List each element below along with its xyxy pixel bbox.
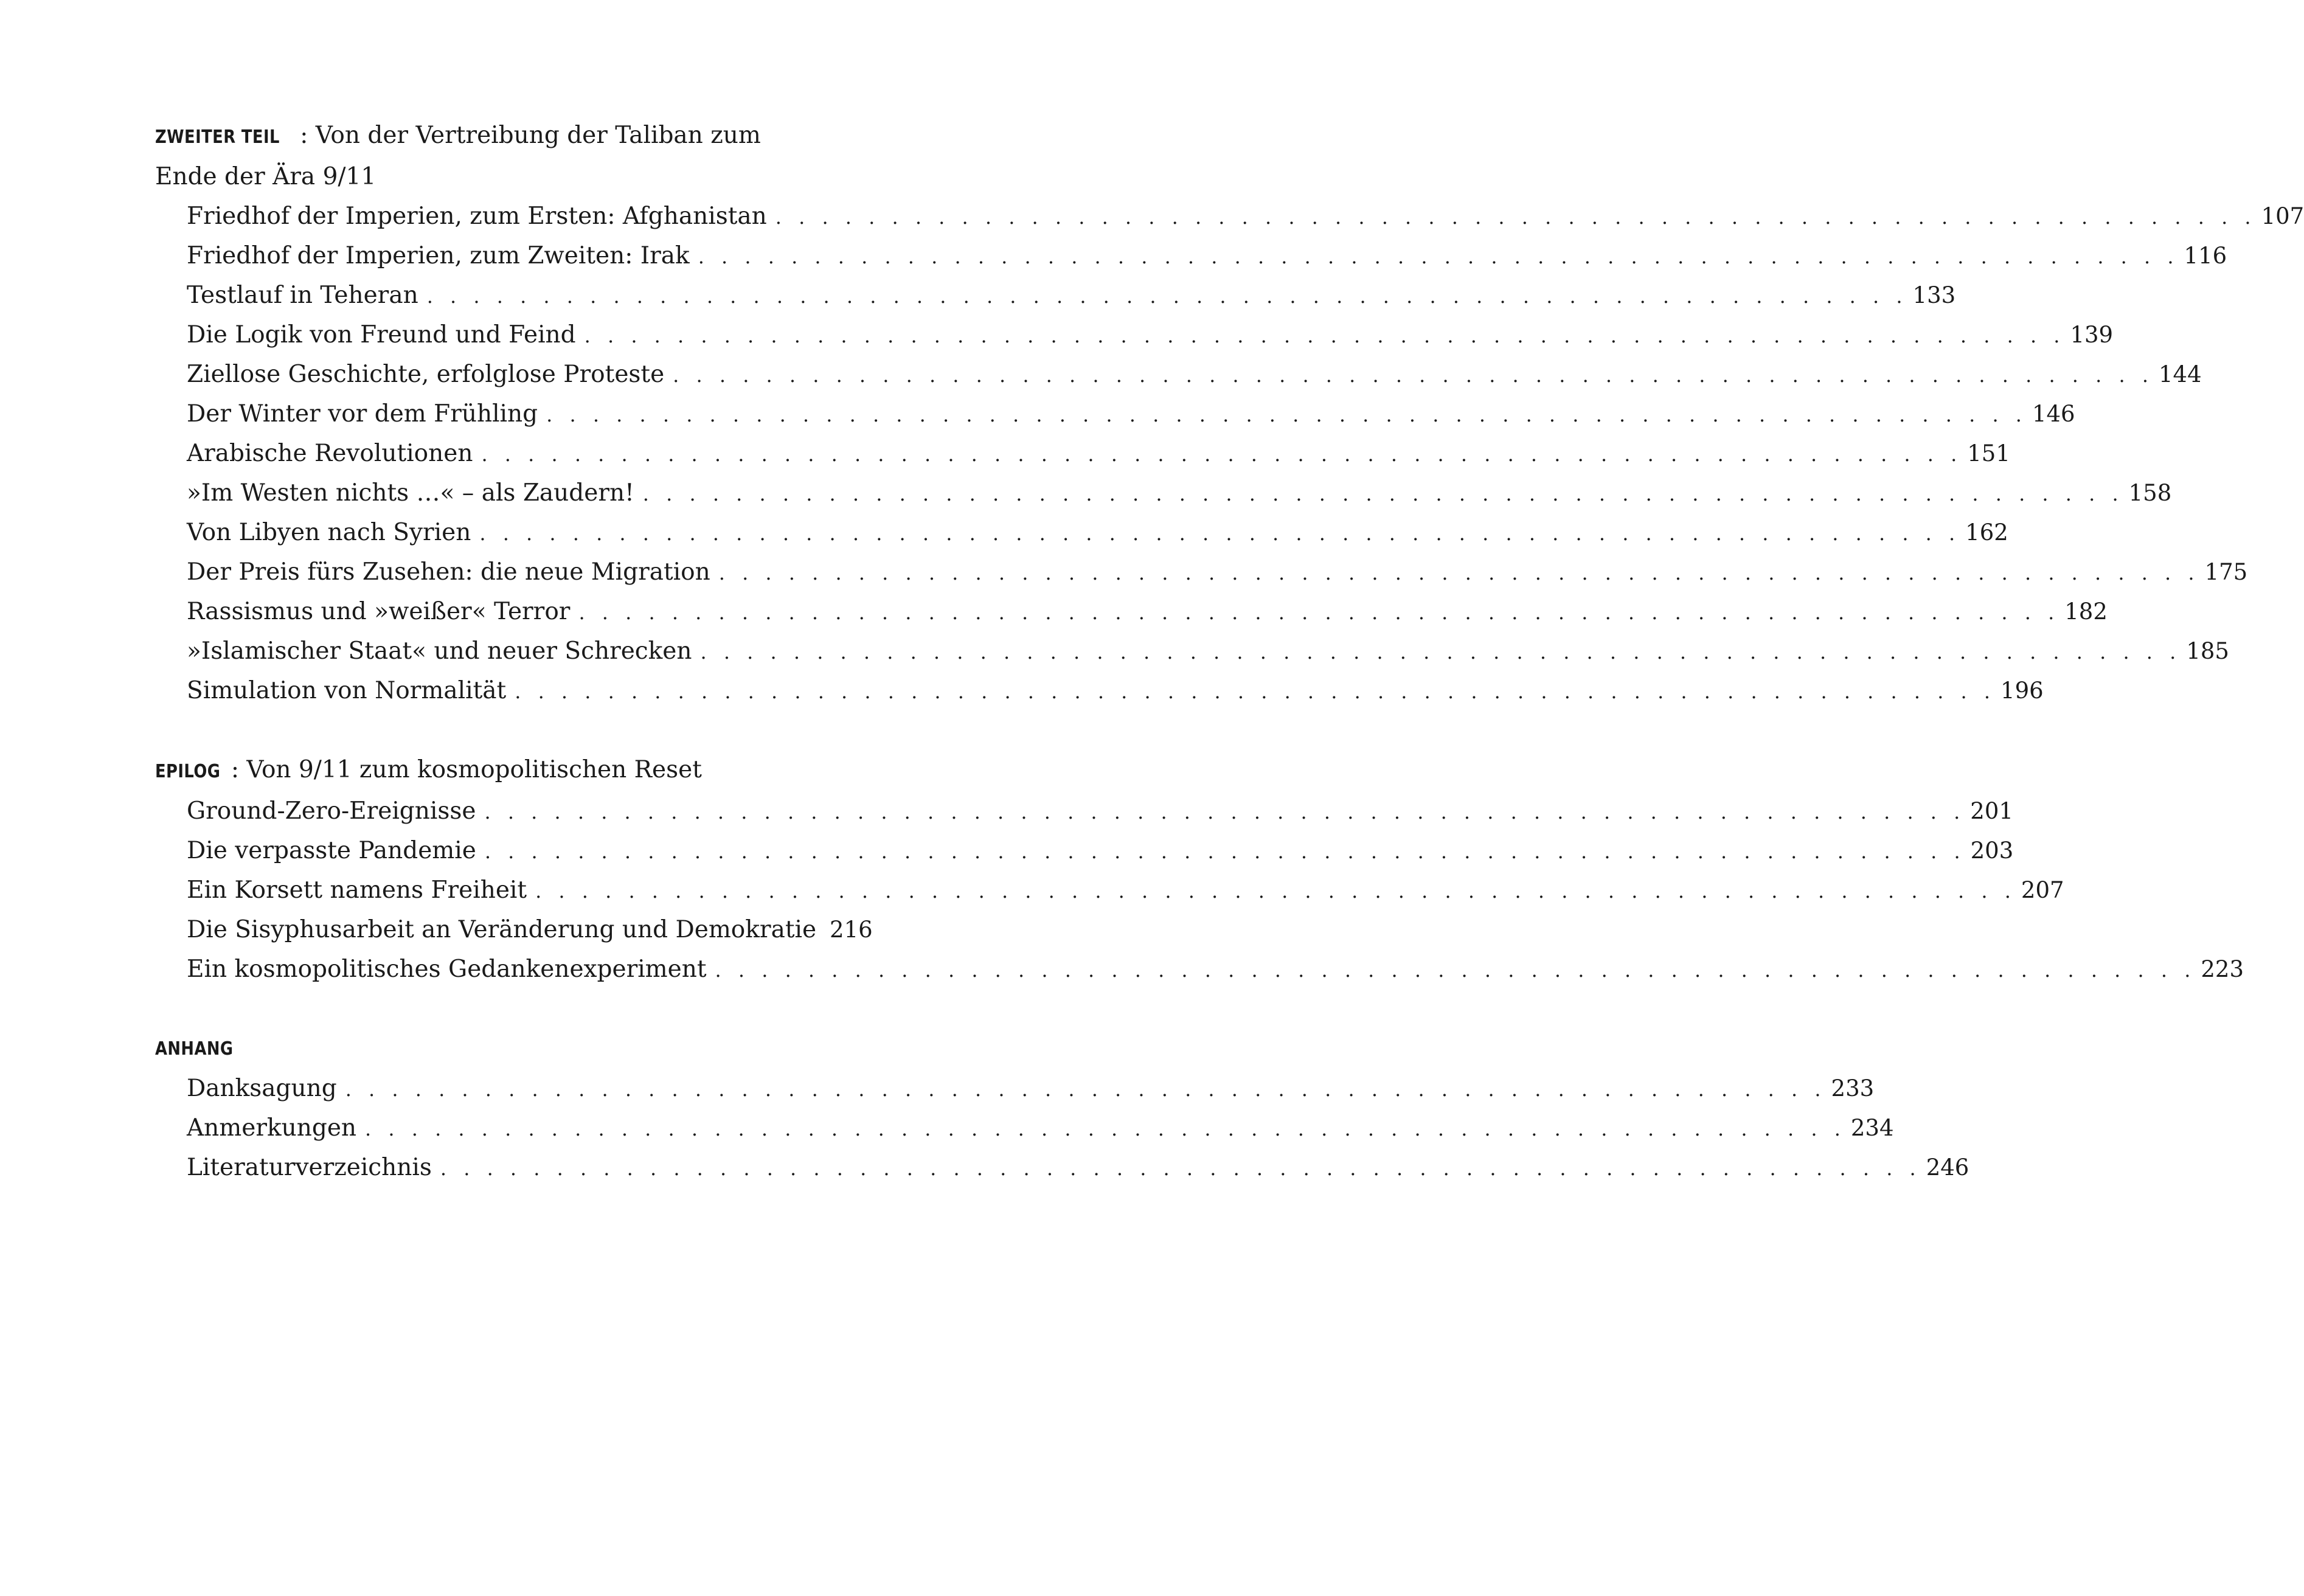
entry-page-number: 216 xyxy=(830,917,873,943)
entry-page-number: 133 xyxy=(1912,282,1956,308)
entry-title: Ground-Zero-Ereignisse xyxy=(187,797,476,825)
toc-entry[interactable] xyxy=(187,949,2244,989)
toc-entry[interactable] xyxy=(187,355,2202,394)
entry-page-number: 201 xyxy=(1970,798,2013,824)
entry-page-number: 196 xyxy=(2000,678,2044,704)
entry-title: »Im Westen nichts …« – als Zaudern! xyxy=(187,479,634,507)
dot-leader: . . . . . . . . . . . . . . . . . . . . . . . . . . . . . . . . . . . . . . . . . . . . . . . . . . . . . . . . . . . . . . . . xyxy=(484,800,1966,824)
entry-page-number: 107 xyxy=(2261,203,2304,229)
toc-entry[interactable] xyxy=(187,1069,1875,1108)
entry-page-number: 223 xyxy=(2201,956,2244,982)
entry-title: Die verpasste Pandemie xyxy=(187,837,476,864)
entry-title: Rassismus und »weißer« Terror xyxy=(187,598,571,625)
toc-section-epilog xyxy=(155,750,2244,989)
dot-leader: . . . . . . . . . . . . . . . . . . . . . . . . . . . . . . . . . . . . . . . . . . . . . . . . . . . . . . . . . . . . . . . . xyxy=(700,640,2182,664)
toc-entry[interactable] xyxy=(187,791,2013,831)
dot-leader: . . . . . . . . . . . . . . . . . . . . . . . . . . . . . . . . . . . . . . . . . . . . . . . . . . . . . . . . . . . . . . . . xyxy=(578,601,2060,624)
toc-entry-list xyxy=(155,1069,1969,1187)
toc-entry[interactable] xyxy=(187,473,2172,513)
toc-entry[interactable] xyxy=(187,434,2010,473)
entry-page-number: 175 xyxy=(2204,559,2248,585)
toc-entry[interactable] xyxy=(187,552,2248,592)
entry-title: Arabische Revolutionen xyxy=(187,440,473,467)
section-title: : Von der Vertreibung der Taliban zum xyxy=(300,122,761,149)
entry-page-number: 182 xyxy=(2064,598,2108,625)
toc-entry[interactable] xyxy=(187,315,2114,355)
entry-title: Der Preis fürs Zusehen: die neue Migration xyxy=(187,558,710,586)
dot-leader: . . . . . . . . . . . . . . . . . . . . . . . . . . . . . . . . . . . . . . . . . . . . . . . . . . . . . . . . . . . . . . . . xyxy=(481,443,1963,466)
entry-title: Literaturverzeichnis xyxy=(187,1154,432,1181)
entry-page-number: 185 xyxy=(2186,638,2229,664)
toc-entry[interactable] xyxy=(187,1148,1969,1187)
dot-leader: . . . . . . . . . . . . . . . . . . . . . . . . . . . . . . . . . . . . . . . . . . . . . . . . . . . . . . . . . . . . . . . . xyxy=(718,561,2200,585)
dot-leader: . . . . . . . . . . . . . . . . . . . . . . . . . . . . . . . . . . . . . . . . . . . . . . . . . . . . . . . . . . . . . . . . xyxy=(515,680,1996,703)
toc-entry[interactable] xyxy=(187,671,2044,710)
entry-page-number: 146 xyxy=(2032,401,2075,427)
entry-title: Ein Korsett namens Freiheit xyxy=(187,876,527,904)
entry-title: Ein kosmopolitisches Gedankenexperiment xyxy=(187,956,707,983)
entry-page-number: 144 xyxy=(2159,361,2202,387)
toc-section-part2 xyxy=(155,116,2304,710)
dot-leader: . . . . . . . . . . . . . . . . . . . . . . . . . . . . . . . . . . . . . . . . . . . . . . . . . . . . . . . . . . . . . . . . xyxy=(365,1117,1846,1140)
toc-entry-list xyxy=(155,196,2304,710)
toc-entry[interactable] xyxy=(187,631,2229,671)
entry-title: »Islamischer Staat« und neuer Schrecken xyxy=(187,637,692,665)
entry-page-number: 151 xyxy=(1967,440,2010,467)
dot-leader: . . . . . . . . . . . . . . . . . . . . . . . . . . . . . . . . . . . . . . . . . . . . . . . . . . . . . . . . . . . . . . . . xyxy=(584,324,2066,347)
entry-title: Ziellose Geschichte, erfolglose Proteste xyxy=(187,361,665,388)
entry-page-number: 233 xyxy=(1831,1075,1875,1102)
entry-title: Die Logik von Freund und Feind xyxy=(187,321,576,349)
dot-leader: . . . . . . . . . . . . . . . . . . . . . . . . . . . . . . . . . . . . . . . . . . . . . . . . . . . . . . . . . . . . . . . . xyxy=(546,403,2027,426)
section-heading-line2: Ende der Ära 9/11 xyxy=(155,163,376,190)
dot-leader: . . . . . . . . . . . . . . . . . . . . . . . . . . . . . . . . . . . . . . . . . . . . . . . . . . . . . . . . . . . . . . . . xyxy=(775,206,2257,229)
dot-leader: . . . . . . . . . . . . . . . . . . . . . . . . . . . . . . . . . . . . . . . . . . . . . . . . . . . . . . . . . . . . . . . . xyxy=(479,522,1961,545)
toc-entry[interactable] xyxy=(187,394,2075,434)
entry-title: Von Libyen nach Syrien xyxy=(187,519,471,546)
toc-section-anhang xyxy=(155,1027,1969,1187)
dot-leader: . . . . . . . . . . . . . . . . . . . . . . . . . . . . . . . . . . . . . . . . . . . . . . . . . . . . . . . . . . . . . . . . xyxy=(484,840,1966,863)
entry-page-number: 234 xyxy=(1850,1115,1894,1141)
toc-entry[interactable] xyxy=(187,276,1956,315)
entry-page-number: 139 xyxy=(2070,322,2114,348)
toc-entry[interactable] xyxy=(187,236,2227,276)
dot-leader: . . . . . . . . . . . . . . . . . . . . . . . . . . . . . . . . . . . . . . . . . . . . . . . . . . . . . . . . . . . . . . . . xyxy=(345,1078,1827,1101)
entry-page-number: 207 xyxy=(2021,877,2064,903)
toc-entry[interactable] xyxy=(187,870,2064,910)
entry-page-number: 162 xyxy=(1965,519,2008,546)
toc-entry[interactable] xyxy=(187,910,873,949)
section-heading xyxy=(155,116,855,157)
entry-title: Friedhof der Imperien, zum Zweiten: Irak xyxy=(187,242,690,269)
dot-leader: . . . . . . . . . . . . . . . . . . . . . . . . . . . . . . . . . . . . . . . . . . . . . . . . . . . . . . . . . . . . . . . . xyxy=(642,482,2124,505)
toc-entry[interactable] xyxy=(187,592,2108,631)
toc-entry[interactable] xyxy=(187,1108,1894,1148)
entry-title: Der Winter vor dem Frühling xyxy=(187,400,538,428)
entry-page-number: 203 xyxy=(1970,838,2014,864)
entry-title: Anmerkungen xyxy=(187,1114,357,1142)
toc-entry[interactable] xyxy=(187,831,2014,870)
entry-title: Testlauf in Teheran xyxy=(187,282,418,309)
entry-title: Simulation von Normalität xyxy=(187,677,507,704)
toc-entry-list xyxy=(155,791,2244,989)
entry-title: Danksagung xyxy=(187,1075,337,1102)
toc-entry[interactable] xyxy=(187,196,2304,236)
toc-entry[interactable] xyxy=(187,513,2008,552)
dot-leader: . . . . . . . . . . . . . . . . . . . . . . . . . . . . . . . . . . . . . . . . . . . . . . . . . . . . . . . . . . . . . . . . xyxy=(535,880,2016,903)
dot-leader: . . . . . . . . . . . . . . . . . . . . . . . . . . . . . . . . . . . . . . . . . . . . . . . . . . . . . . . . . . . . . . . . xyxy=(426,285,1908,308)
dot-leader: . . . . . . . . . . . . . . . . . . . . . . . . . . . . . . . . . . . . . . . . . . . . . . . . . . . . . . . . . . . . . . . . xyxy=(715,959,2196,982)
dot-leader: . . . . . . . . . . . . . . . . . . . . . . . . . . . . . . . . . . . . . . . . . . . . . . . . . . . . . . . . . . . . . . . . xyxy=(673,364,2154,387)
entry-page-number: 116 xyxy=(2184,243,2227,269)
entry-page-number: 158 xyxy=(2128,480,2172,506)
entry-page-number: 246 xyxy=(1926,1154,1969,1181)
section-heading xyxy=(155,1027,855,1069)
dot-leader: . . . . . . . . . . . . . . . . . . . . . . . . . . . . . . . . . . . . . . . . . . . . . . . . . . . . . . . . . . . . . . . . xyxy=(440,1157,1921,1180)
entry-title: Die Sisyphusarbeit an Veränderung und Demokratie xyxy=(187,916,817,943)
section-label: ANHANG xyxy=(155,1038,234,1060)
section-heading xyxy=(155,750,855,791)
entry-title: Friedhof der Imperien, zum Ersten: Afghanistan xyxy=(187,203,767,230)
section-label: ZWEITER TEIL xyxy=(155,127,280,148)
section-title: : Von 9/11 zum kosmopolitischen Reset xyxy=(231,756,702,783)
section-label: EPILOG xyxy=(155,761,221,782)
dot-leader: . . . . . . . . . . . . . . . . . . . . . . . . . . . . . . . . . . . . . . . . . . . . . . . . . . . . . . . . . . . . . . . . xyxy=(698,245,2179,268)
